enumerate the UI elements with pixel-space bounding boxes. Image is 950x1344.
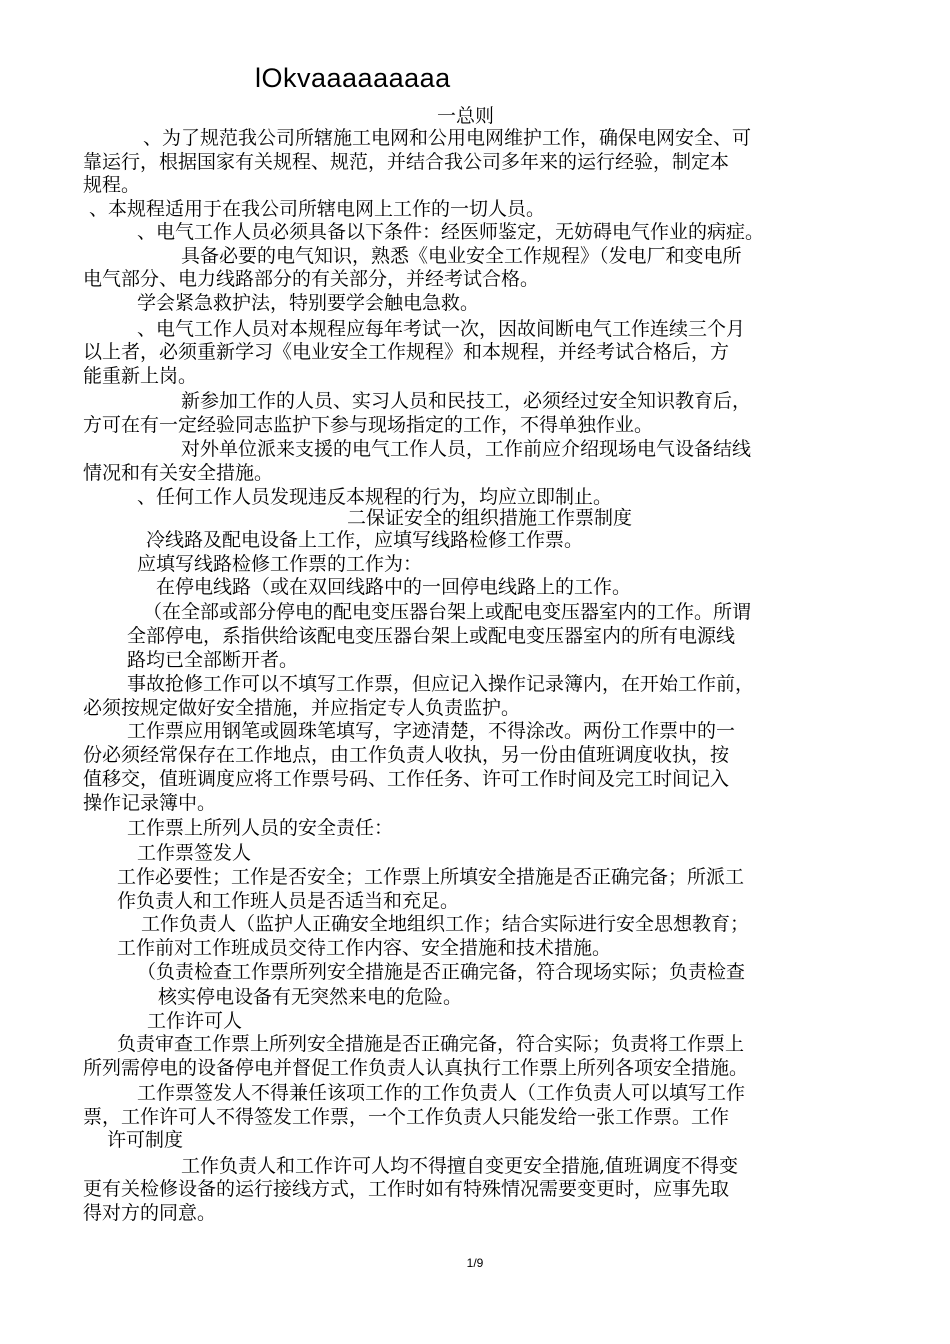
- text-line: 新参加工作的人员、实习人员和民技工，必须经过安全知识教育后，: [181, 390, 752, 412]
- text-line: 工作负责人（监护人正确安全地组织工作；结合实际进行安全思想教育；: [141, 913, 750, 935]
- text-line: 工作票应用钢笔或圆珠笔填写，字迹清楚，不得涂改。两份工作票中的一: [127, 720, 736, 742]
- text-line: 以上者，必须重新学习《电业安全工作规程》和本规程，并经考试合格后，方: [83, 341, 730, 363]
- text-line: 、为了规范我公司所辖施工电网和公用电网维护工作，确保电网安全、可: [143, 127, 752, 149]
- section-heading-general: 一总则: [437, 105, 495, 127]
- text-line: 核实停电设备有无突然来电的危险。: [158, 986, 463, 1008]
- text-line: 规程。: [83, 174, 141, 196]
- text-line: 工作前对工作班成员交待工作内容、安全措施和技术措施。: [117, 937, 612, 959]
- text-line: 冷线路及配电设备上工作，应填写线路检修工作票。: [146, 529, 584, 551]
- text-line: 对外单位派来支援的电气工作人员，工作前应介绍现场电气设备结线: [181, 438, 752, 460]
- text-line: 、本规程适用于在我公司所辖电网上工作的一切人员。: [89, 198, 546, 220]
- text-line: 能重新上岗。: [83, 365, 198, 387]
- page-number: 1/9: [466, 1256, 484, 1270]
- text-line: （在全部或部分停电的配电变压器台架上或配电变压器室内的工作。所谓: [143, 601, 752, 623]
- text-line: 得对方的同意。: [83, 1202, 217, 1224]
- text-line: 在停电线路（或在双回线路中的一回停电线路上的工作。: [156, 576, 632, 598]
- text-line: 工作必要性；工作是否安全；工作票上所填安全措施是否正确完备；所派工: [117, 866, 745, 888]
- text-line: 操作记录簿中。: [83, 792, 217, 814]
- text-line: 事故抢修工作可以不填写工作票，但应记入操作记录簿内，在开始工作前，: [127, 673, 755, 695]
- text-line: 学会紧急救护法，特别要学会触电急救。: [137, 292, 480, 314]
- text-line: 具备必要的电气知识，熟悉《电业安全工作规程》（发电厂和变电所: [181, 245, 742, 267]
- text-line: 、任何工作人员发现违反本规程的行为，均应立即制止。: [137, 486, 613, 508]
- text-line: 必须按规定做好安全措施，并应指定专人负责监护。: [83, 697, 521, 719]
- text-line: 工作负责人和工作许可人均不得擅自变更安全措施,值班调度不得变: [181, 1155, 739, 1177]
- text-line: 工作许可人: [147, 1010, 243, 1032]
- text-line: 作负责人和工作班人员是否适当和充足。: [117, 890, 460, 912]
- text-line: 工作票签发人: [137, 842, 252, 864]
- text-line: 情况和有关安全措施。: [83, 462, 274, 484]
- section-heading-organization: 二保证安全的组织措施工作票制度: [347, 507, 633, 529]
- text-line: 靠运行，根据国家有关规程、规范，并结合我公司多年来的运行经验，制定本: [83, 151, 730, 173]
- text-line: 方可在有一定经验同志监护下参与现场指定的工作，不得单独作业。: [83, 414, 654, 436]
- document-header-title: lOkvaaaaaaaaa: [255, 63, 451, 93]
- text-line: 值移交，值班调度应将工作票号码、工作任务、许可工作时间及完工时间记入: [83, 768, 730, 790]
- text-line: 份必须经常保存在工作地点，由工作负责人收执，另一份由值班调度收执，按: [83, 744, 730, 766]
- text-line: （负责检查工作票所列安全措施是否正确完备，符合现场实际；负责检查: [137, 961, 746, 983]
- text-line: 所列需停电的设备停电并督促工作负责人认真执行工作票上所列各项安全措施。: [83, 1057, 749, 1079]
- text-line: 路均已全部断开者。: [127, 649, 299, 671]
- text-line: 负责审查工作票上所列安全措施是否正确完备，符合实际；负责将工作票上: [117, 1033, 745, 1055]
- text-line: 、电气工作人员对本规程应每年考试一次，因故间断电气工作连续三个月: [137, 318, 746, 340]
- text-line: 电气部分、电力线路部分的有关部分，并经考试合格。: [83, 268, 540, 290]
- text-line: 、电气工作人员必须具备以下条件：经医师鉴定，无妨碍电气作业的病症。: [137, 221, 765, 243]
- text-line: 工作票签发人不得兼任该项工作的工作负责人（工作负责人可以填写工作: [137, 1082, 746, 1104]
- text-line: 更有关检修设备的运行接线方式，工作时如有特殊情况需要变更时，应事先取: [83, 1178, 730, 1200]
- text-line: 票，工作许可人不得签发工作票，一个工作负责人只能发给一张工作票。工作: [83, 1106, 730, 1128]
- text-line: 应填写线路检修工作票的工作为：: [137, 553, 423, 575]
- text-line: 全部停电，系指供给该配电变压器台架上或配电变压器室内的所有电源线: [127, 625, 736, 647]
- text-line: 工作票上所列人员的安全责任：: [127, 817, 394, 839]
- text-line: 许可制度: [107, 1129, 184, 1151]
